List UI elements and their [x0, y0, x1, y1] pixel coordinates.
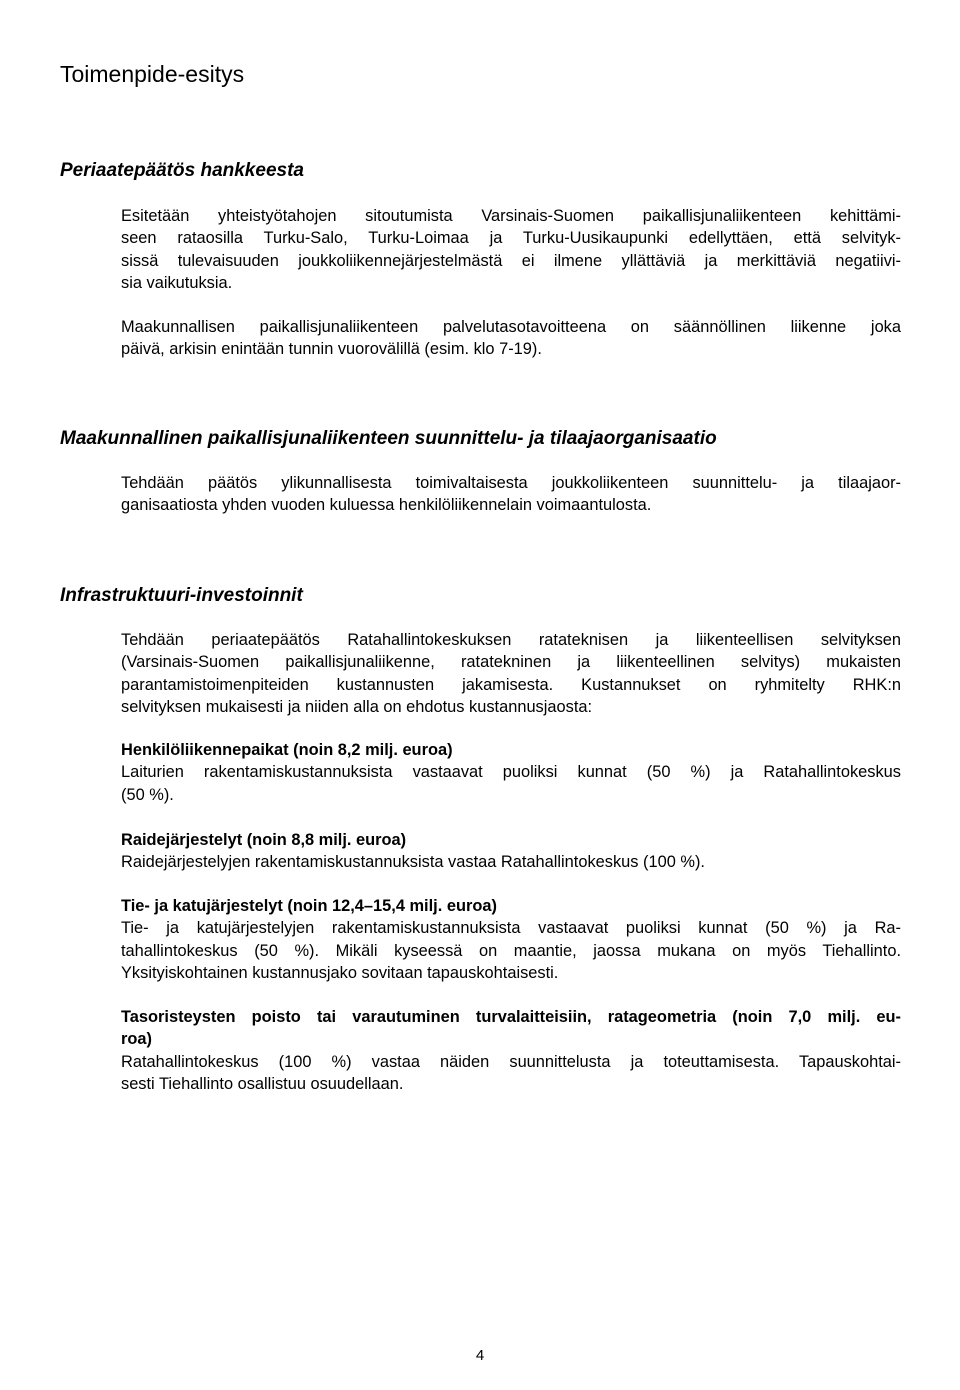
cost-item-heading: roa)	[121, 1030, 152, 1049]
cost-item-line: Ratahallintokeskus (100 %) vastaa näiden suunnittelusta ja toteuttamisesta. Tapauskohtai-	[121, 1052, 901, 1071]
paragraph-palvelutaso	[121, 316, 901, 361]
cost-item-heading: Raidejärjestelyt (noin 8,8 milj. euroa)	[121, 831, 407, 849]
paragraph-line: parantamistoimenpiteiden kustannusten jakamisesta. Kustannukset on ryhmitelty RHK:n	[121, 675, 901, 694]
cost-item-tie-ja-katujarjestelyt	[121, 895, 901, 984]
cost-item-line: tahallintokeskus (50 %). Mikäli kyseessä on maantie, jaossa mukana on myös Tiehallinto.	[121, 941, 901, 960]
paragraph-line: sia vaikutuksia.	[121, 273, 233, 292]
paragraph-line: Tehdään periaatepäätös Ratahallintokeskuksen ratateknisen ja liikenteellisen selvityksen	[121, 631, 901, 649]
cost-item-line: sesti Tiehallinto osallistuu osuudellaan.	[121, 1074, 404, 1093]
paragraph-sitoutuminen	[121, 205, 901, 294]
paragraph-line: päivä, arkisin enintään tunnin vuorovälillä (esim. klo 7-19).	[121, 340, 542, 359]
cost-item-line: Laiturien rakentamiskustannuksista vastaavat puoliksi kunnat (50 %) ja Ratahallintokeskus	[121, 763, 901, 782]
cost-item-line: (50 %).	[121, 785, 174, 804]
paragraph-line: sissä tulevaisuuden joukkoliikennejärjestelmästä ei ilmene yllättäviä ja merkittäviä negatiivi-	[121, 251, 901, 270]
cost-item-raidejarjestelyt	[121, 829, 901, 874]
paragraph-line: (Varsinais-Suomen paikallisjunaliikenne, ratatekninen ja liikenteellinen selvitys) mukaisten	[121, 653, 901, 672]
cost-item-line: Yksityiskohtainen kustannusjako sovitaan tapauskohtaisesti.	[121, 963, 559, 982]
cost-item-heading: Henkilöliikennepaikat (noin 8,2 milj. euroa)	[121, 741, 453, 759]
cost-item-henkiloliikennepaikat	[121, 739, 901, 806]
cost-item-heading: Tasoristeysten poisto tai varautuminen turvalaitteisiin, ratageometria (noin 7,0 milj. eu-	[121, 1008, 901, 1026]
paragraph-line: Esitetään yhteistyötahojen sitoutumista Varsinais-Suomen paikallisjunaliikenteen kehittämi-	[121, 207, 901, 225]
document-title: Toimenpide-esitys	[60, 61, 245, 87]
paragraph-line: seen rataosilla Turku-Salo, Turku-Loimaa ja Turku-Uusikaupunki edellyttäen, että selvityk-	[121, 229, 901, 248]
cost-item-line: Raidejärjestelyjen rakentamiskustannuksista vastaa Ratahallintokeskus (100 %).	[121, 853, 705, 872]
paragraph-line: Tehdään päätös ylikunnallisesta toimivaltaisesta joukkoliikenteen suunnittelu- ja tilaajaor-	[121, 474, 901, 492]
section-heading-periaatepaatos: Periaatepäätös hankkeesta	[60, 160, 304, 181]
paragraph-organisaatio	[121, 472, 901, 517]
cost-item-heading: Tie- ja katujärjestelyt (noin 12,4–15,4 milj. euroa)	[121, 897, 497, 915]
cost-item-line: Tie- ja katujärjestelyjen rakentamiskustannuksista vastaavat puoliksi kunnat (50 %) ja Ra-	[121, 919, 901, 938]
paragraph-line: Maakunnallisen paikallisjunaliikenteen palvelutasotavoitteena on säännöllinen liikenne joka	[121, 318, 901, 336]
page-number: 4	[475, 1347, 485, 1364]
cost-item-tasoristeykset	[121, 1006, 901, 1095]
paragraph-infrastruktuuri	[121, 629, 901, 718]
paragraph-line: ganisaatiosta yhden vuoden kuluessa henkilöliikennelain voimaantulosta.	[121, 496, 652, 515]
section-heading-organisaatio: Maakunnallinen paikallisjunaliikenteen suunnittelu- ja tilaajaorganisaatio	[60, 428, 717, 449]
section-heading-infrastruktuuri: Infrastruktuuri-investoinnit	[60, 585, 303, 606]
paragraph-line: selvityksen mukaisesti ja niiden alla on ehdotus kustannusjaosta:	[121, 697, 593, 716]
